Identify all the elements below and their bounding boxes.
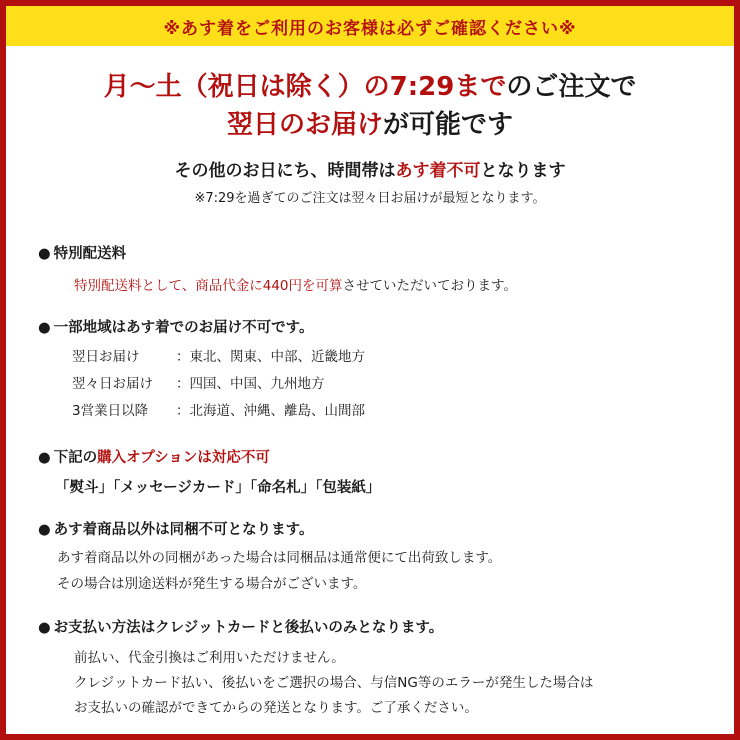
headline-deadline: 月〜土（祝日は除く）の7:29まで [103,72,507,102]
area-row [72,371,365,398]
bundle-line: その場合は別途送料が発生する場合がございます。 [57,576,367,592]
bullet-icon: ● [38,522,51,538]
area-value: ：北海道、沖縄、離島、山間部 [176,403,365,419]
area-label: 3営業日以降 [72,403,149,419]
areas-heading [38,318,314,338]
payment-line: お支払いの確認ができてからの発送となります。ご了承ください。 [74,700,478,716]
delivery-area-table [72,344,365,425]
cutoff-note: ※7:29を過ぎてのご注文は翌々日お届けが最短となります。 [194,191,546,206]
not-available-text: あす着不可 [395,161,481,181]
bundle-heading-text: あす着商品以外は同梱不可となります。 [53,522,314,538]
area-row [72,398,365,425]
headline-line-2 [0,108,740,142]
payment-heading [38,618,443,638]
options-heading-prefix: 下記の [53,450,98,466]
banner-text: ※あす着をご利用のお客様は必ずご確認ください※ [163,18,577,39]
shipping-fee-suffix: させていただいております。 [342,278,517,294]
payment-heading-text: お支払い方法はクレジットカードと後払いのみとなります。 [53,620,444,636]
shipping-heading [38,244,126,264]
bundle-line: あす着商品以外の同梱があった場合は同梱品は通常便にて出荷致します。 [57,550,502,566]
options-list: 「熨斗」「メッセージカード」「命名札」「包装紙」 [55,480,381,496]
shipping-fee-text: 特別配送料として、商品代金に440円を可算 [74,278,343,294]
headline-order-text: のご注文で [506,72,637,102]
headline-next-day: 翌日のお届け [226,110,383,140]
other-days-prefix: その他のお日にち、時間帯は [174,161,396,181]
bundle-heading [38,520,314,540]
payment-line: クレジットカード払い、後払いをご選択の場合、与信NG等のエラーが発生した場合は [74,675,594,691]
other-days-notice [0,160,740,182]
bullet-icon: ● [38,450,51,466]
bullet-icon: ● [38,246,51,262]
shipping-heading-text: 特別配送料 [53,246,127,262]
other-days-suffix: となります [480,161,566,181]
shipping-body [74,276,517,296]
areas-heading-text: 一部地域はあす着でのお届け不可です。 [53,320,314,336]
options-heading [38,448,270,468]
headline-possible: が可能です [383,110,514,140]
area-value: ：四国、中国、九州地方 [176,376,325,392]
bullet-icon: ● [38,320,51,336]
bullet-icon: ● [38,620,51,636]
payment-line: 前払い、代金引換はご利用いただけません。 [74,650,345,666]
area-label: 翌々日お届け [72,376,153,392]
area-value: ：東北、関東、中部、近畿地方 [176,349,365,365]
headline-line-1 [0,70,740,104]
options-unavailable-text: 購入オプションは対応不可 [97,450,270,466]
notice-banner [6,6,734,46]
area-label: 翌日お届け [72,349,140,365]
area-row [72,344,365,371]
